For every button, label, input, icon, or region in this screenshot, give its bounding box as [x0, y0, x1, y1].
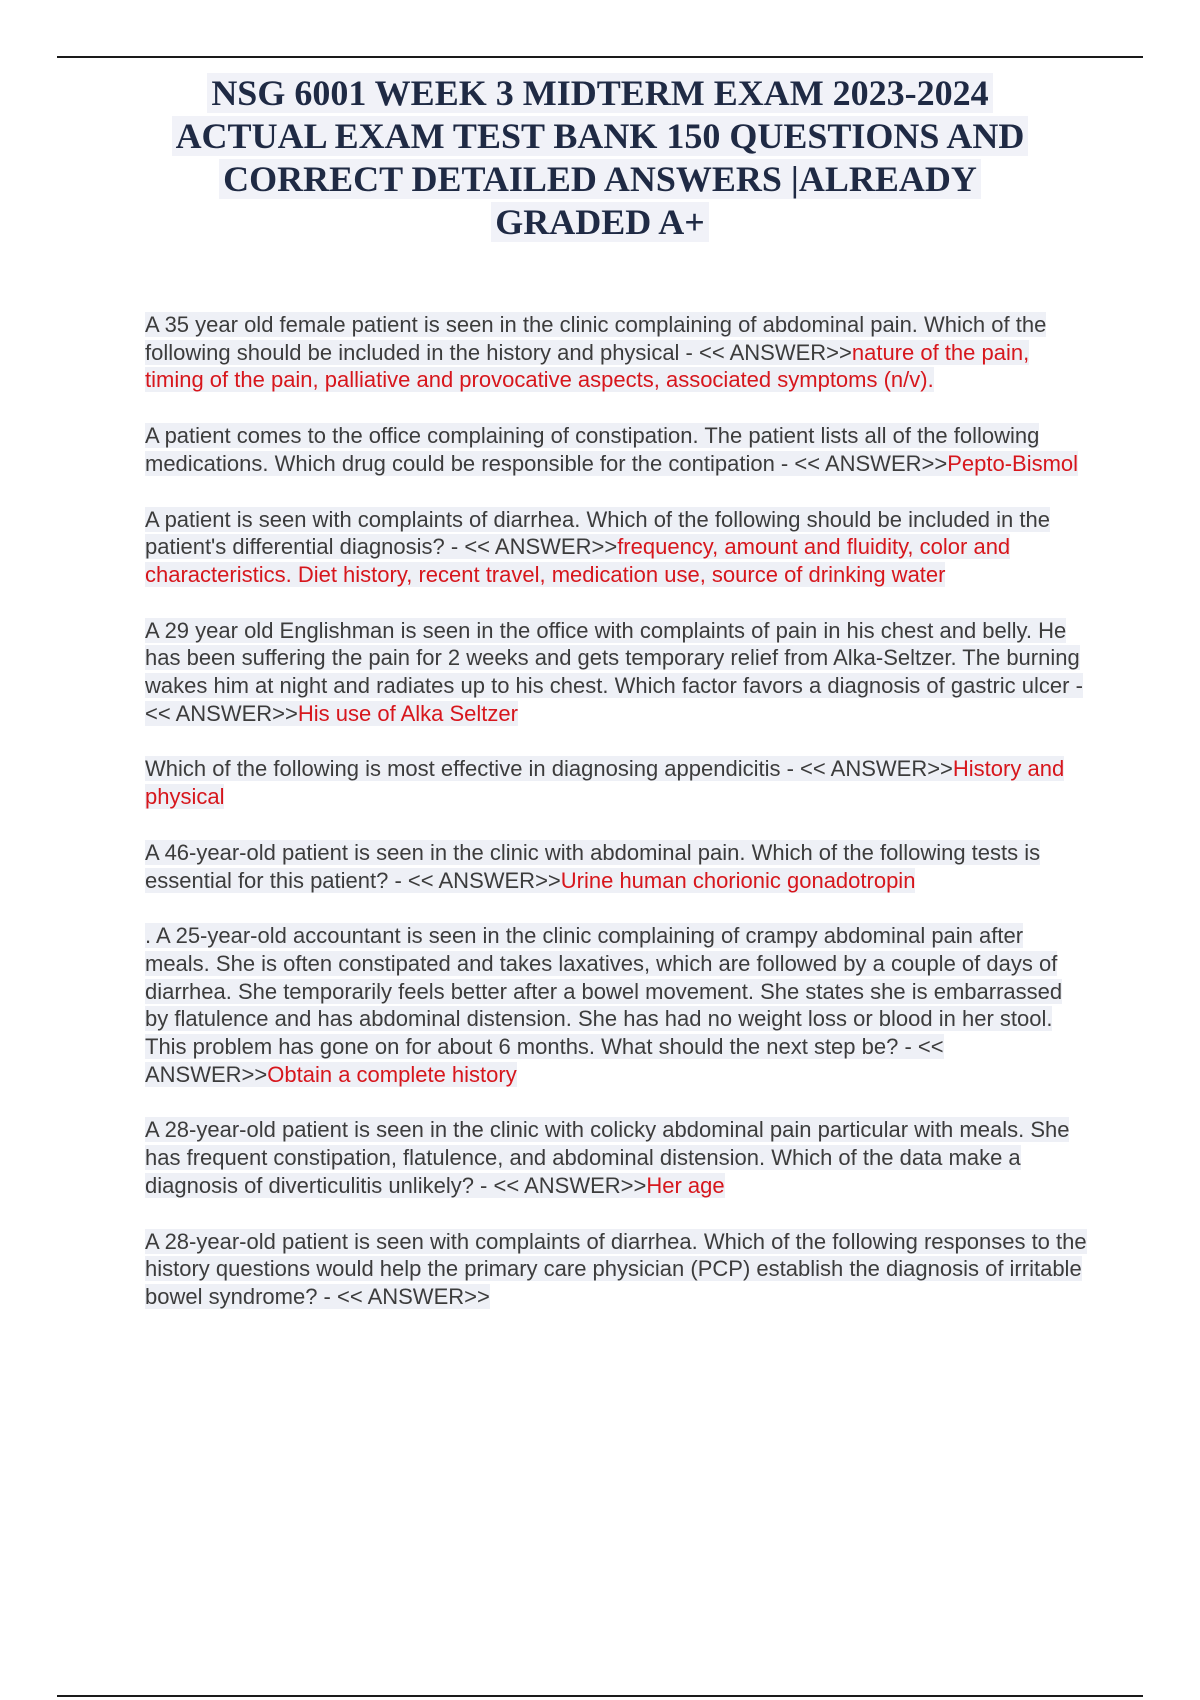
- qa-item: [145, 311, 1090, 394]
- title-line: ACTUAL EXAM TEST BANK 150 QUESTIONS AND: [100, 115, 1100, 158]
- title-line: CORRECT DETAILED ANSWERS |ALREADY: [100, 158, 1100, 201]
- answer-text: His use of Alka Seltzer: [297, 700, 518, 726]
- answer-text: Her age: [646, 1172, 725, 1198]
- question-text: A 29 year old Englishman is seen in the office with complaints of pain in his chest and belly. He has been suffering the pain for 2 weeks and gets temporary relief from Alka-Seltzer. The burning wakes him at night and radiates up to his chest. Which factor favors a diagnosis of gastric ulcer - << ANSWER>>: [145, 617, 1083, 726]
- qa-item: [145, 617, 1090, 728]
- qa-item: [145, 755, 1090, 810]
- answer-text: History and physical: [145, 756, 1065, 810]
- qa-item: [145, 422, 1090, 477]
- question-text: A 35 year old female patient is seen in the clinic complaining of abdominal pain. Which of the following should be included in the history and physical - << ANSWER>>: [145, 312, 1047, 365]
- question-text: A patient is seen with complaints of diarrhea. Which of the following should be included in the patient's differential diagnosis? - << ANSWER>>: [145, 506, 1050, 560]
- qa-item: [145, 839, 1090, 894]
- qa-item: [145, 922, 1090, 1088]
- document-title: [100, 72, 1100, 244]
- title-line: NSG 6001 WEEK 3 MIDTERM EXAM 2023-2024: [100, 72, 1100, 115]
- question-text: A patient comes to the office complaining of constipation. The patient lists all of the following medications. Which drug could be responsible for the contipation - << ANSWER>>: [145, 423, 1040, 476]
- answer-text: frequency, amount and fluidity, color and characteristics. Diet history, recent travel, medication use, source of drinking water: [145, 534, 1011, 587]
- qa-item: [145, 1228, 1090, 1311]
- title-line: GRADED A+: [100, 201, 1100, 244]
- top-rule: [57, 56, 1143, 58]
- answer-text: Pepto-Bismol: [947, 450, 1079, 476]
- question-answer-list: [145, 311, 1090, 1339]
- question-text: Which of the following is most effective in diagnosing appendicitis - << ANSWER>>: [145, 756, 953, 782]
- qa-item: [145, 506, 1090, 589]
- question-text: A 28-year-old patient is seen with complaints of diarrhea. Which of the following responses to the history questions would help the primary care physician (PCP) establish the diagnosis of irritable bowel syndrome? - << ANSWER>>: [145, 1228, 1087, 1309]
- question-text: . A 25-year-old accountant is seen in the clinic complaining of crampy abdominal pain after meals. She is often constipated and takes laxatives, which are followed by a couple of days of diarrhea. She temporarily feels better after a bowel movement. She states she is embarrassed by flatulence and has abdominal distension. She has had no weight loss or blood in her stool. This problem has gone on for about 6 months. What should the next step be? - << ANSWER>>: [145, 923, 1063, 1087]
- qa-item: [145, 1116, 1090, 1199]
- answer-text: nature of the pain, timing of the pain, palliative and provocative aspects, associated symptoms (n/v).: [145, 339, 1030, 393]
- answer-text: Urine human chorionic gonadotropin: [560, 867, 916, 893]
- question-text: A 28-year-old patient is seen in the clinic with colicky abdominal pain particular with meals. She has frequent constipation, flatulence, and abdominal distension. Which of the data make a diagnosis of diverticulitis unlikely? - << ANSWER>>: [145, 1117, 1070, 1198]
- answer-text: Obtain a complete history: [267, 1061, 517, 1087]
- question-text: A 46-year-old patient is seen in the clinic with abdominal pain. Which of the following tests is essential for this patient? - << ANSWER>>: [145, 839, 1041, 893]
- bottom-rule: [57, 1695, 1143, 1697]
